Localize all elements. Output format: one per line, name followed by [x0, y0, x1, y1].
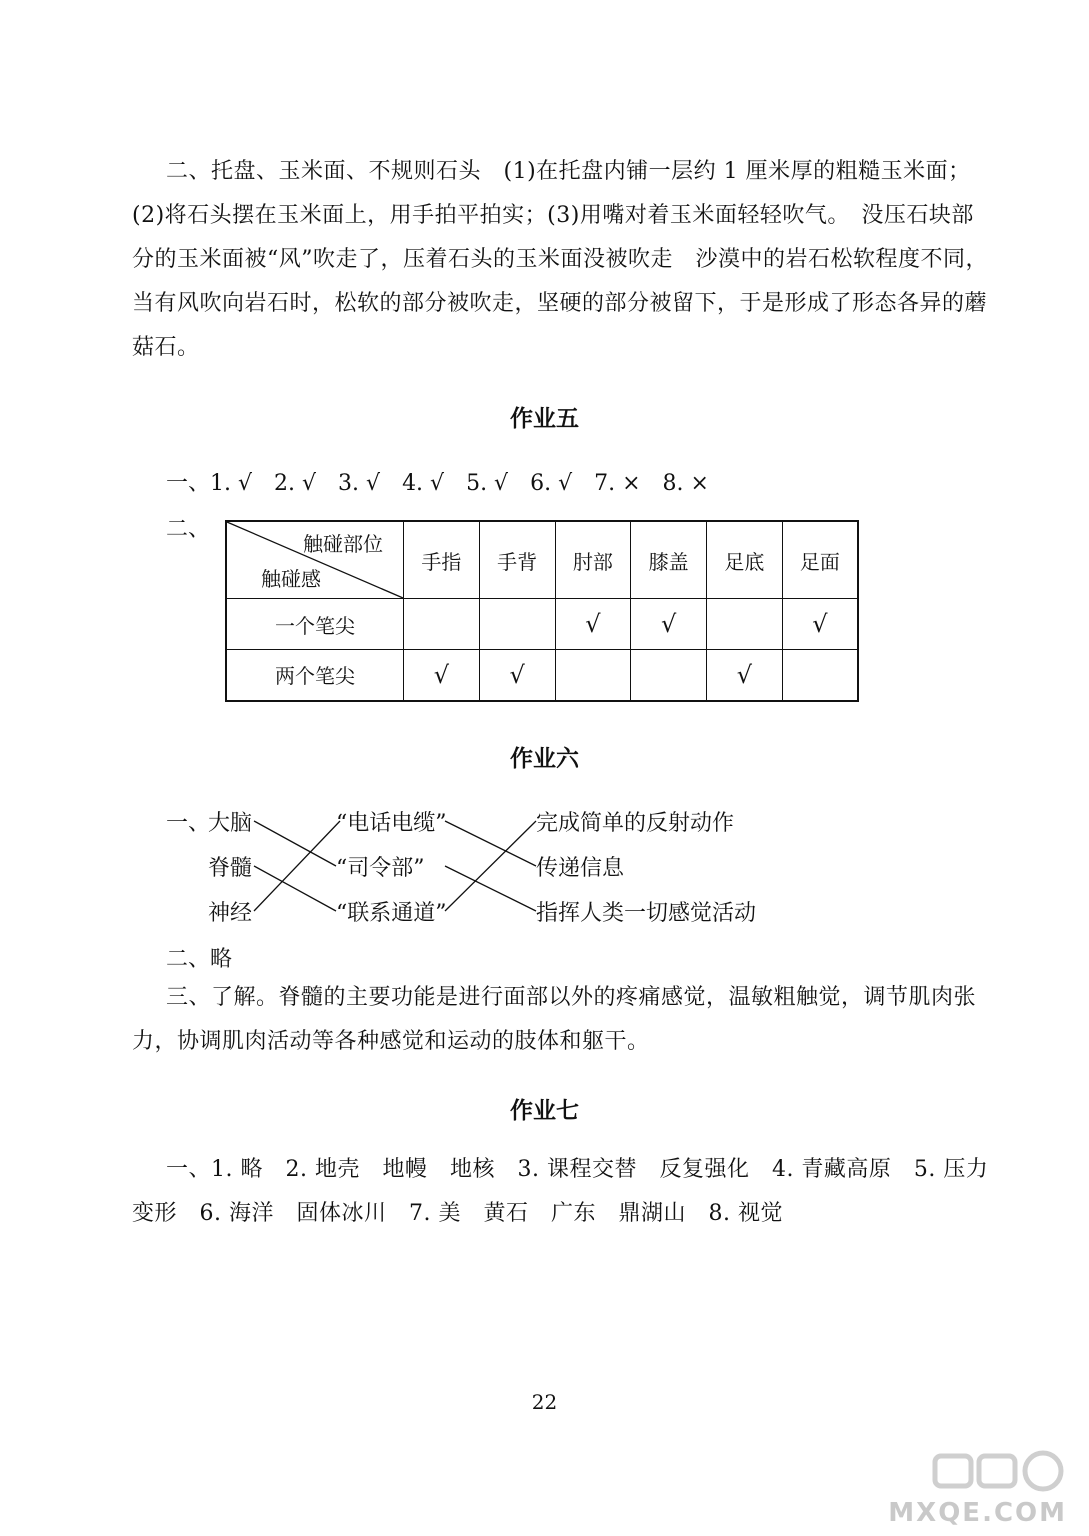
hw5-q1-prefix: 一、	[166, 471, 211, 496]
column-header: 肘部	[555, 521, 631, 599]
right-item: 指挥人类一切感觉活动	[536, 901, 757, 926]
match-line	[254, 821, 336, 866]
hw5-title: 作业五	[510, 406, 579, 432]
table-cell: √	[404, 650, 480, 701]
paragraph-line: (2)将石头摆在玉米面上，用手拍平拍实；(3)用嘴对着玉米面轻轻吹气。 没压石块部	[132, 203, 974, 228]
table-row	[226, 599, 858, 650]
watermark-url: MXQE.COM	[888, 1498, 1067, 1528]
column-header: 足底	[707, 521, 783, 599]
table-cell: √	[631, 599, 707, 650]
hw5-q2-prefix: 二、	[166, 517, 211, 542]
table-cell	[479, 599, 555, 650]
hw6-q2: 二、略	[166, 947, 233, 972]
column-header: 手背	[479, 521, 555, 599]
right-item: 传递信息	[536, 856, 625, 881]
hw5-q1-answers	[166, 466, 731, 497]
answer-item: 2. √	[274, 471, 317, 496]
touch-sensation-table	[225, 520, 859, 702]
match-line	[445, 821, 536, 911]
table-cell	[404, 599, 480, 650]
paragraph-line: 当有风吹向岩石时，松软的部分被吹走，坚硬的部分被留下，于是形成了形态各异的蘑	[132, 291, 988, 316]
answer-item: 6. √	[530, 471, 573, 496]
answer-item: 3. √	[338, 471, 381, 496]
middle-item: “电话电缆”	[336, 811, 447, 836]
answer-item: 4. √	[402, 471, 445, 496]
middle-item: “联系通道”	[336, 901, 447, 926]
hw7-title: 作业七	[510, 1098, 579, 1124]
table-cell	[782, 650, 858, 701]
answer-item: 7. ×	[594, 471, 641, 496]
table-cell	[631, 650, 707, 701]
row-label: 两个笔尖	[226, 650, 404, 701]
table-cell: √	[555, 599, 631, 650]
table-cell: √	[479, 650, 555, 701]
column-header: 膝盖	[631, 521, 707, 599]
table-cell: √	[707, 650, 783, 701]
paragraph-line: 三、了解。脊髓的主要功能是进行面部以外的疼痛感觉，温敏粗触觉，调节肌肉张	[166, 985, 977, 1010]
row-label: 一个笔尖	[226, 599, 404, 650]
table-cell	[707, 599, 783, 650]
table-cell	[555, 650, 631, 701]
table-row	[226, 650, 858, 701]
answer-item: 1. √	[210, 471, 253, 496]
corner-top-label: 触碰部位	[303, 532, 383, 556]
left-item: 脊髓	[208, 856, 253, 881]
answer-item: 5. √	[466, 471, 509, 496]
hw7-paragraph	[132, 1148, 989, 1236]
paragraph-line: 二、托盘、玉米面、不规则石头 (1)在托盘内铺一层约 1 厘米厚的粗糙玉米面；	[166, 159, 971, 184]
left-item: 神经	[208, 901, 253, 926]
paragraph-line: 菇石。	[132, 335, 200, 360]
corner-bottom-label: 触碰感	[261, 567, 321, 591]
match-line	[445, 866, 536, 911]
hw6-q1-prefix: 一、	[166, 811, 211, 836]
paragraph-line: 分的玉米面被“风”吹走了，压着石头的玉米面没被吹走 沙漠中的岩石松软程度不同，	[132, 247, 988, 272]
section-two-paragraph	[132, 150, 988, 370]
match-line	[445, 821, 536, 866]
page-number: 22	[531, 1390, 558, 1414]
table-cell: √	[782, 599, 858, 650]
answer-item: 8. ×	[662, 471, 709, 496]
left-item: 大脑	[208, 811, 253, 836]
hw6-title: 作业六	[510, 746, 579, 772]
match-line	[254, 821, 340, 911]
hw6-q3-paragraph	[132, 976, 977, 1064]
column-header: 足面	[782, 521, 858, 599]
paragraph-line: 力，协调肌肉活动等各种感觉和运动的肢体和躯干。	[132, 1029, 650, 1054]
column-header: 手指	[404, 521, 480, 599]
middle-item: “司令部”	[336, 856, 425, 881]
right-item: 完成简单的反射动作	[536, 811, 735, 836]
table-corner-header	[226, 521, 404, 599]
paragraph-line: 一、1. 略 2. 地壳 地幔 地核 3. 课程交替 反复强化 4. 青藏高原 5. 压力	[166, 1157, 989, 1182]
paragraph-line: 变形 6. 海洋 固体冰川 7. 美 黄石 广东 鼎湖山 8. 视觉	[132, 1201, 783, 1226]
match-line	[254, 866, 336, 911]
